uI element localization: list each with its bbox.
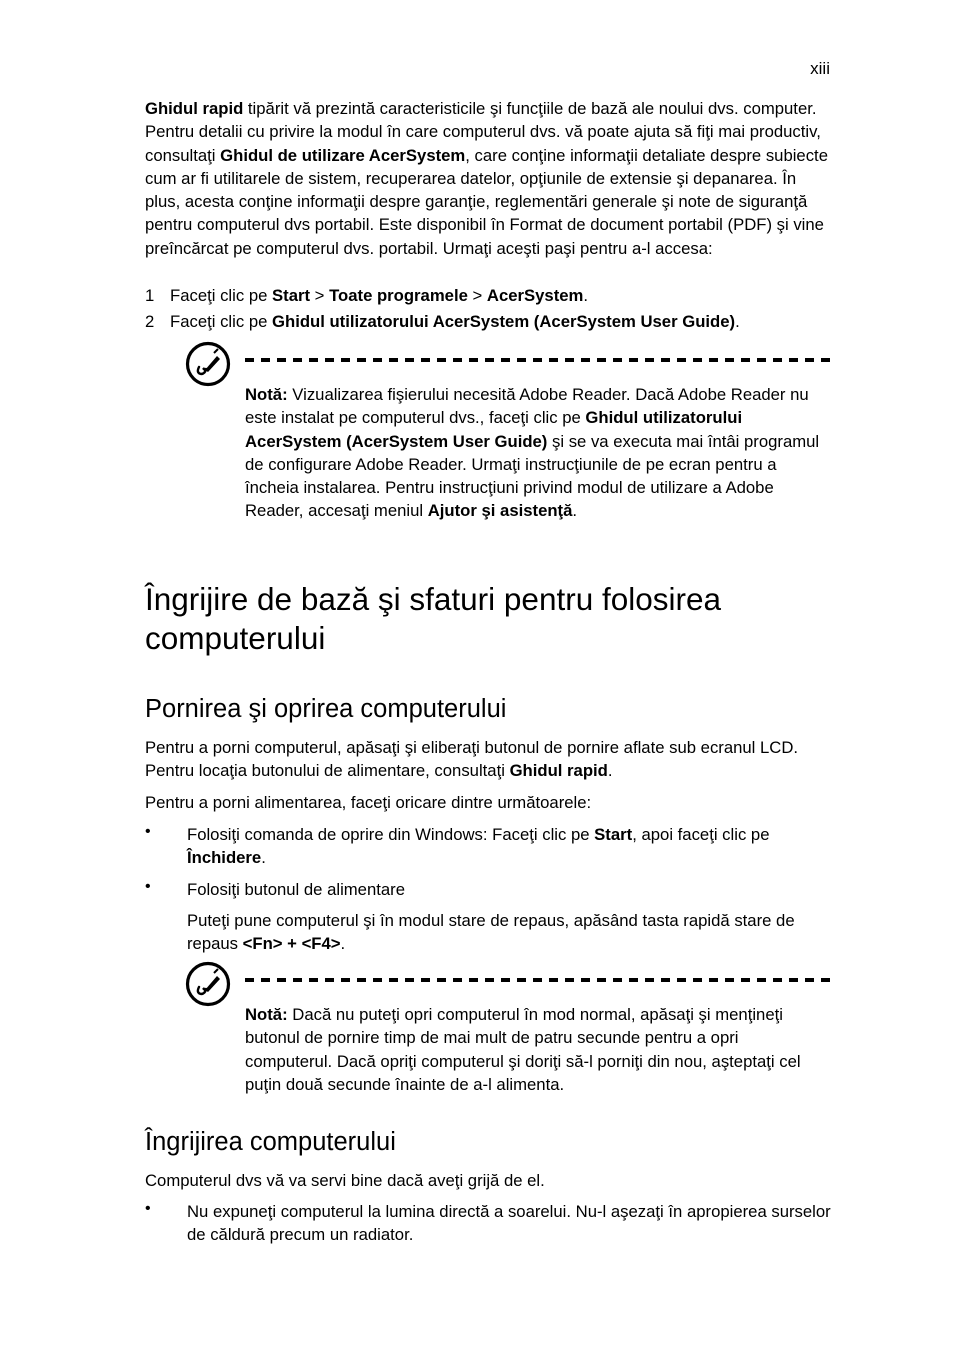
note-pen-icon [185,341,231,387]
section-title: Îngrijire de bază şi sfaturi pentru folosirea computerului [145,581,722,656]
step-1: 1 Faceţi clic pe Start > Toate programele > AcerSystem. [145,286,589,305]
intro-paragraph: Ghidul rapid tipărit vă prezintă caracteristicile şi funcţiile de bază ale noului dvs. computer. Pentru detalii cu privire la modul în care computerul dvs. vă poate ajuta să fiţi mai productiv, consultaţi Ghidul de utilizare AcerSystem, care conţine informaţii detaliate despre subiecte cum ar fi utilitarele de sistem, recuperarea datelor, opţiunile de extensie şi depanarea. În plus, acesta conţine informaţii despre garanţie, reglementări generale şi note de siguranţă pentru computerul dvs portabil. Este disponibil în Format de document portabil (PDF) şi vine preîncărcat pe computerul dvs. portabil. Urmaţi aceşti paşi pentru a-l accesa: [145,99,828,258]
page-number: xiii [810,59,830,78]
power-paragraph-1: Pentru a porni computerul, apăsaţi şi eliberaţi butonul de pornire aflate sub ecranul LCD. Pentru locaţia butonului de alimentare, consultaţi Ghidul rapid. [145,738,799,781]
bullet-shutdown: Folosiţi comanda de oprire din Windows: Faceţi clic pe Start, apoi faceţi clic pe Închidere. [187,825,770,868]
note-divider [245,358,830,362]
bullet-marker: • [145,878,151,895]
bullet-marker: • [145,1200,151,1217]
subsection-title-power: Pornirea şi oprirea computerului [145,695,507,723]
bullet-power-button: Folosiţi butonul de alimentare [187,880,405,899]
power-paragraph-2: Pentru a porni alimentarea, faceţi oricare dintre următoarele: [145,793,592,812]
note-pen-icon [185,961,231,1007]
bullet-sunlight: Nu expuneţi computerul la lumina directă a soarelui. Nu-l aşezaţi în apropierea surselor de căldură precum un radiator. [187,1202,831,1245]
bullet-power-button-sub: Puteţi pune computerul şi în modul stare de repaus, apăsând tasta rapidă stare de repaus <Fn> + <F4>. [187,911,795,954]
note-divider [245,978,830,982]
note-1-text: Notă: Vizualizarea fişierului necesită Adobe Reader. Dacă Adobe Reader nu este instalat pe computerul dvs., faceţi clic pe Ghidul utilizatorului AcerSystem (AcerSystem User Guide) şi se va executa mai întâi programul de configurare Adobe Reader. Urmaţi instrucţiunile de pe ecran pentru a încheia instalarea. Pentru instrucţiuni privind modul de utilizare a Adobe Reader, accesaţi meniul Ajutor şi asistenţă. [245,385,820,521]
note-2-text: Notă: Dacă nu puteţi opri computerul în mod normal, apăsaţi şi menţineţi butonul de pornire timp de mai mult de patru secunde pentru a opri computerul. Dacă opriţi computerul şi doriţi să-l porniţi din nou, aşteptaţi cel puţin două secunde înainte de a-l alimenta. [245,1005,801,1094]
subsection-title-care: Îngrijirea computerului [145,1128,396,1156]
care-paragraph: Computerul dvs vă va servi bine dacă aveţi grijă de el. [145,1171,545,1190]
step-2: 2 Faceţi clic pe Ghidul utilizatorului AcerSystem (AcerSystem User Guide). [145,312,740,331]
bullet-marker: • [145,823,151,840]
